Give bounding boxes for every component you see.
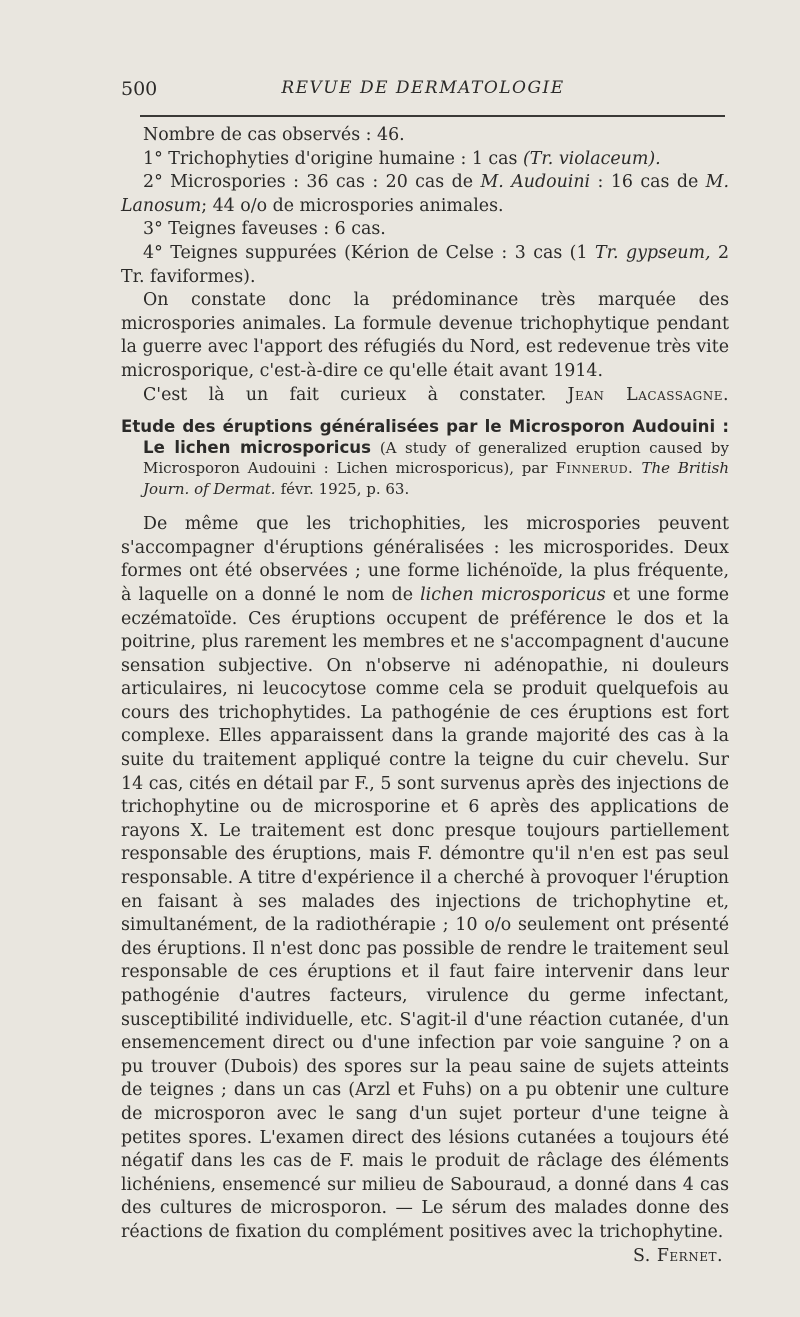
journal-name: The British Journ. of Dermat.	[143, 459, 729, 498]
page-number: 500	[121, 78, 158, 100]
page-body	[121, 124, 729, 1268]
observed-count: Nombre de cas observés : 46.	[143, 125, 405, 145]
article-title: Etude des éruptions généralisées par le Microsporon Audouini : Le lichen microsporicus	[121, 417, 729, 457]
author-signature: Jean Lacassagne.	[567, 384, 730, 405]
conclusion-signoff: C'est là un fait curieux à constater. Jean Lacassagne.	[143, 384, 730, 405]
stat-line-1: 1° Trichophyties d'origine humaine : 1 cas (Tr. violaceum).	[143, 148, 661, 169]
stat-line-3: 3° Teignes faveuses : 6 cas.	[143, 219, 386, 240]
stat-line-2: 2° Microspories : 36 cas : 20 cas de M. Audouini : 16 cas de M. Lanosum; 44 o/o de microspories animales.	[121, 172, 730, 216]
article-body: De même que les trichophities, les microspories peuvent s'accompagner d'éruptions généralisées : les microsporides. Deux formes ont été observées ; une forme lichénoïde, la plus fréquente, à laquelle on a donné le nom de lichen microsporicus et une forme eczématoïde. Ces éruptions occupent de préférence le dos et la poitrine, plus rarement les membres et ne s'accompagnent d'aucune sensation subjective. On n'observe ni adénopathie, ni douleurs articulaires, ni leucocytose comme cela se produit quelquefois au cours des trichophytides. La pathogénie de ces éruptions est fort complexe. Elles apparaissent dans la grande majorité des cas à la suite du traitement appliqué contre la teigne du cuir chevelu. Sur 14 cas, cités en détail par F., 5 sont survenus après des injections de trichophytine ou de microsporine et 6 après des applications de rayons X. Le traitement est donc presque toujours partiellement responsable des éruptions, mais F. démontre qu'il n'en est pas seul responsable. A titre d'expérience il a cherché à provoquer l'éruption en faisant à ses malades des injections de trichophytine et, simultanément, de la radiothérapie ; 10 o/o seulement ont présenté des éruptions. Il n'est donc pas possible de rendre le traitement seul responsable de ces éruptions et il faut faire intervenir dans leur pathogénie d'autres facteurs, virulence du germe infectant, susceptibilité individuelle, etc. S'agit-il d'une réaction cutanée, d'un ensemencement direct ou d'une infection par voie sanguine ? on a pu trouver (Dubois) des spores sur la peau saine de sujets atteints de teignes ; dans un cas (Arzl et Fuhs) on a pu obtenir une culture de microsporon avec le sang d'un sujet porteur d'une teigne à petites spores. L'examen direct des lésions cutanées a toujours été négatif dans les cas de F. mais le produit de râclage des éléments lichéniens, ensemencé sur milieu de Sabouraud, a donné dans 4 cas des cultures de microsporon. — Le sérum des malades donne des réactions de fixation du complément positives avec la trichophytine.	[121, 514, 729, 1242]
stat-line-4: 4° Teignes suppurées (Kérion de Celse : 3 cas (1 Tr. gypseum, 2 Tr. faviformes).	[121, 242, 730, 287]
running-title: REVUE DE DERMATOLOGIE	[281, 78, 565, 98]
page-header	[121, 78, 725, 102]
article-author: Finnerud.	[555, 459, 634, 478]
header-rule	[140, 115, 725, 117]
reviewer-signature: S. Fernet.	[632, 1245, 723, 1266]
conclusion-paragraph: On constate donc la prédominance très marquée des microspories animales. La formule devenue trichophytique pendant la guerre avec l'apport des réfugiés du Nord, est redevenue très vite microsporique, c'est-à-dire ce qu'elle était avant 1914.	[121, 290, 729, 381]
article-heading: Etude des éruptions généralisées par le Microsporon Audouini : Le lichen microsporicus (A study of generalized eruption caused by Microsporon Audouini : Lichen microsporicus), par Finnerud. The British Journ. of Dermat. févr. 1925, p. 63.	[121, 417, 729, 498]
